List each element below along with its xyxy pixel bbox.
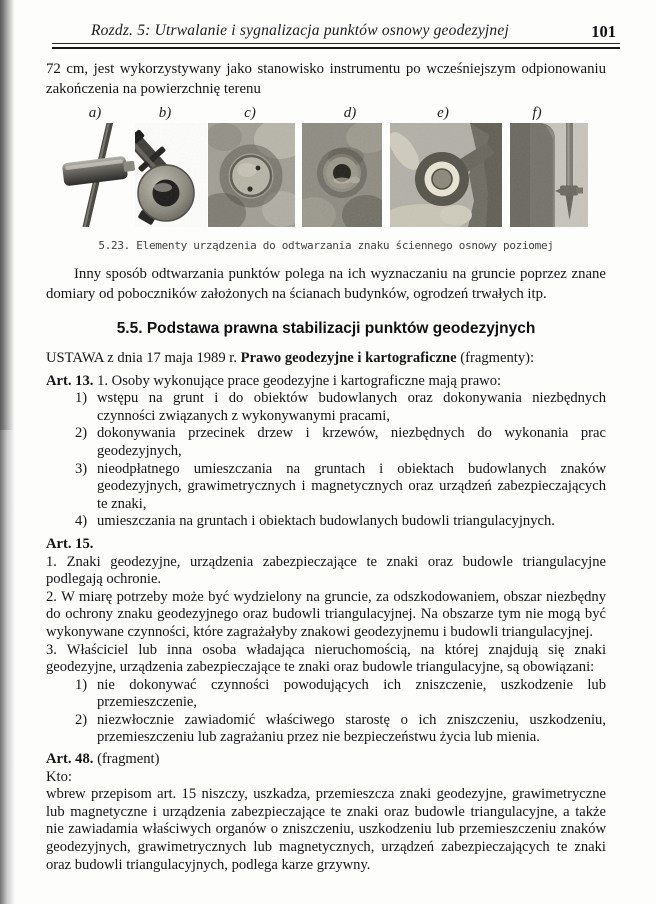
photo-a-anchor-tool	[58, 123, 140, 227]
item-number: 1)	[75, 390, 88, 407]
photo-d-socket-hole	[302, 123, 382, 227]
art-15-para-2: 2. W miarę potrzeby może być wydzielony na gruncie, za odszkodowaniem, obszar niezbędny do ochrony znaku geodezyjnego oraz budowli triangulacyjnej. Na obszarze tym nie mogą być wykonywane czynności, które zagrażałyby znakowi geodezyjnemu i budowli triangulacyjnej.	[46, 588, 606, 640]
art-13-intro: 1. Osoby wykonujące prace geodezyjne i kartograficzne mają prawo:	[93, 372, 502, 389]
page-header	[52, 22, 618, 42]
scan-edge-shadow-top	[0, 0, 16, 430]
art-48-label: Art. 48.	[46, 751, 94, 768]
item-number: 2)	[75, 425, 88, 442]
art-15-item-2	[46, 712, 606, 747]
art-48-heading	[46, 751, 606, 769]
item-text: umieszczania na gruntach i obiektach budowlanych budowli triangulacyjnych.	[97, 513, 555, 530]
photo-c-disc-in-concrete	[208, 123, 295, 227]
figure-label-f: f)	[532, 105, 542, 121]
law-title-bold: Prawo geodezyjne i kartograficzne	[240, 350, 457, 366]
art-15-para-3: 3. Właściciel lub inna osoba władająca nieruchomością, na której znajdują się znaki geodezyjne, urządzenia zabezpieczające te znaki oraz budowle triangulacyjne, są obowiązani:	[46, 641, 606, 676]
item-number: 2)	[75, 711, 88, 728]
photo-b-ring-sleeve	[135, 123, 207, 227]
item-text: nie dokonywać czynności powodujących ich zniszczenie, uszkodzenie lub przemieszczenie,	[97, 676, 606, 711]
paragraph-restoration: Inny sposób odtwarzania punktów polega na ich wyznaczaniu na gruncie poprzez znane domiary od poboczników założonych na ścianach budynków, ogrodzeń trwałych itp.	[46, 266, 606, 302]
law-title-suffix: (fragmenty):	[456, 350, 535, 366]
header-rule	[52, 43, 620, 49]
figure-label-c: c)	[244, 105, 256, 121]
art-13-label: Art. 13.	[46, 372, 94, 389]
figure-label-b: b)	[158, 105, 172, 121]
photo-f-wall-spike	[510, 123, 588, 227]
figure-label-a: a)	[88, 105, 102, 121]
item-text: dokonywania przecinek drzew i krzewów, niezbędnych do wykonania prac geodezyjnych,	[97, 425, 606, 459]
art-15-label: Art. 15.	[46, 535, 94, 552]
art-48-suffix: (fragment)	[93, 751, 160, 768]
section-heading-5-5: 5.5. Podstawa prawna stabilizacji punktów geodezyjnych	[116, 320, 536, 337]
item-number: 4)	[75, 513, 88, 530]
figure-5-23	[46, 107, 606, 231]
page-content	[46, 60, 606, 874]
photo-e-hand-holding-ring	[390, 123, 502, 227]
item-text: niezwłocznie zawiadomić właściwego starostę o ich zniszczeniu, uszkodzeniu, przemieszczeniu lub zagrażaniu przez nie bezpieczeństwu życia lub mienia.	[97, 711, 606, 746]
law-title-prefix: USTAWA z dnia 17 maja 1989 r.	[46, 350, 241, 366]
art-15-item-1	[46, 677, 606, 712]
figure-caption: 5.23. Elementy urządzenia do odtwarzania znaku ściennego osnowy poziomej	[98, 239, 554, 252]
law-title-line	[46, 350, 606, 368]
item-number: 3)	[75, 460, 88, 477]
art-48-body: wbrew przepisom art. 15 niszczy, uszkadza, przemieszcza znaki geodezyjne, grawimetryczne lub magnetyczne i urządzenia zabezpieczające te znaki oraz budowle triangulacyjne, a także nie zawiadamia właściwych organów o zniszczeniu, uszkodzeniu lub przemieszczeniu znaków geodezyjnych, grawimetrycznych lub magnetycznych, urządzeń zabezpieczających te znaki oraz budowli triangulacyjnych, podlega karze grzywny.	[46, 786, 606, 873]
art-13-heading	[46, 373, 606, 391]
art-13-item-2	[46, 425, 606, 460]
page-number: 101	[591, 22, 616, 41]
figure-label-e: e)	[437, 105, 449, 121]
art-13-item-1	[46, 390, 606, 425]
art-13-item-4	[46, 513, 606, 531]
item-text: wstępu na grunt i do obiektów budowlanych oraz dokonywania niezbędnych czynności związanych z wykonywanymi pracami,	[97, 390, 606, 424]
intro-paragraph: 72 cm, jest wykorzystywany jako stanowisko instrumentu po wcześniejszym odpionowaniu zakończenia na powierzchnię terenu	[46, 61, 606, 97]
item-number: 1)	[75, 676, 88, 693]
figure-label-d: d)	[343, 105, 357, 121]
art-48-kto: Kto:	[46, 768, 72, 785]
running-head: Rozdz. 5: Utrwalanie i sygnalizacja punktów osnowy geodezyjnej	[91, 22, 509, 39]
item-text: nieodpłatnego umieszczania na gruntach i obiektach budowlanych znaków geodezyjnych, grawimetrycznych i magnetycznych oraz urządzeń zabezpieczających te znaki,	[97, 460, 606, 512]
art-13-item-3	[46, 461, 606, 514]
art-15-para-1: 1. Znaki geodezyjne, urządzenia zabezpieczające te znaki oraz budowle triangulacyjne podlegają ochronie.	[46, 553, 606, 588]
